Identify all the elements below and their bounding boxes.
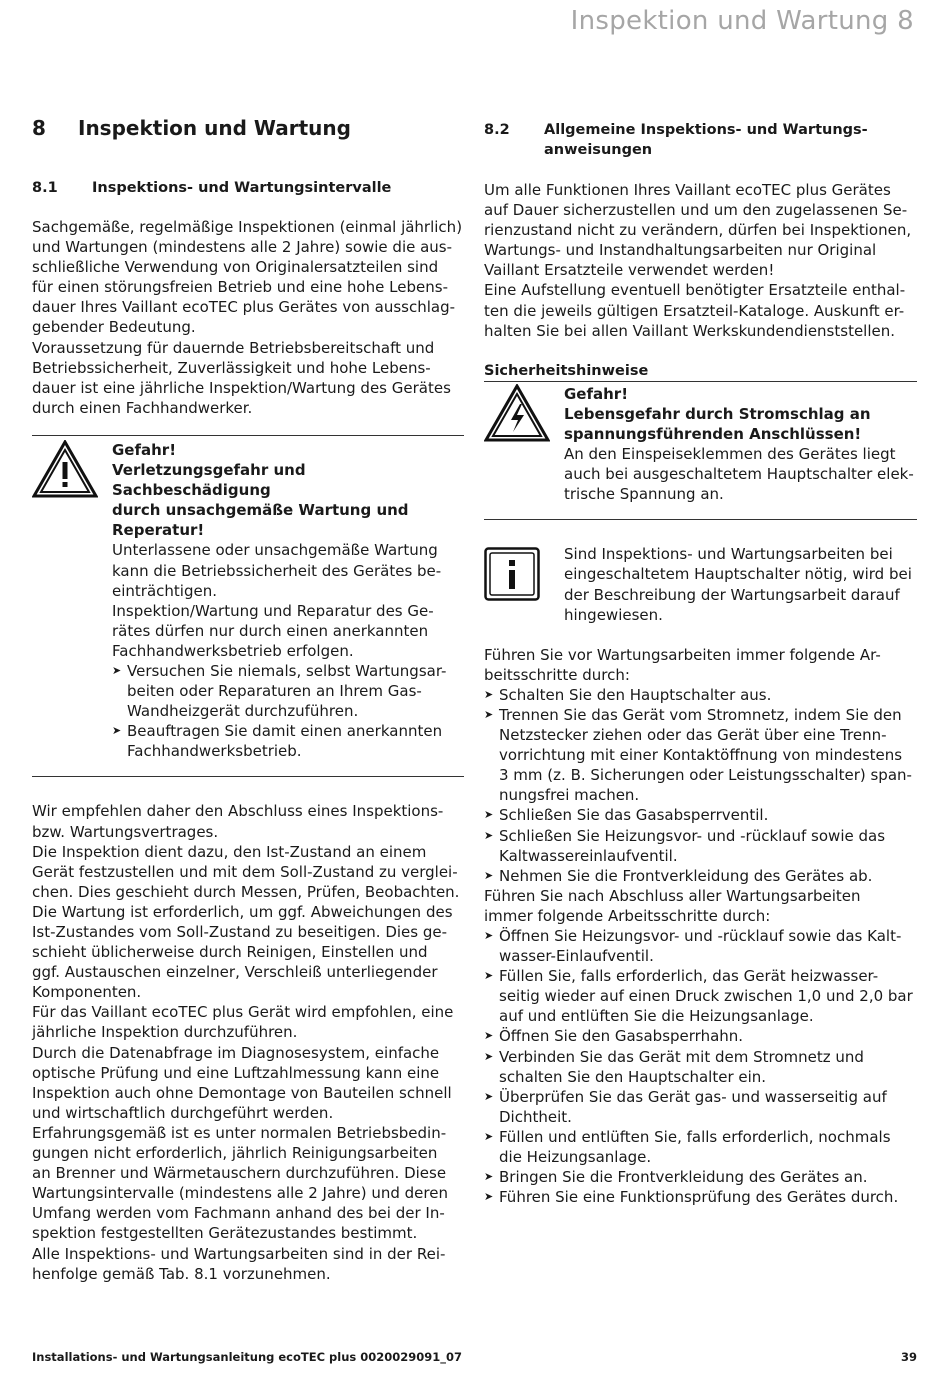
text-line: Versuchen Sie niemals, selbst Wartungsar-	[127, 661, 447, 680]
warning-heading-line: durch unsachgemäße Wartung und	[112, 501, 409, 520]
running-head: Inspektion und Wartung 8	[570, 6, 914, 36]
text-line: Alle Inspektions- und Wartungsarbeiten sind in der Rei-	[32, 1244, 446, 1263]
bullet-arrow-icon: ➤	[112, 663, 122, 677]
text-line: dauer ist eine jährliche Inspektion/Wartung des Gerätes	[32, 378, 451, 397]
text-line: Schalten Sie den Hauptschalter aus.	[499, 685, 772, 704]
text-line: gebender Bedeutung.	[32, 318, 196, 337]
text-line: Füllen und entlüften Sie, falls erforderlich, nochmals	[499, 1127, 891, 1146]
text-line: Inspektion auch ohne Demontage von Bauteilen schnell	[32, 1083, 452, 1102]
bullet-arrow-icon: ➤	[112, 724, 122, 738]
warning-heading-line: Reperatur!	[112, 521, 205, 540]
text-line: Fachhandwerksbetrieb erfolgen.	[112, 641, 354, 660]
text-line: und Wartungen (mindestens alle 2 Jahre) sowie die aus-	[32, 238, 453, 257]
section-title: Inspektions- und Wartungsintervalle	[92, 180, 392, 196]
text-line: auf Dauer sicherzustellen und um den zugelassenen Se-	[484, 201, 908, 220]
bullet-arrow-icon: ➤	[484, 687, 494, 701]
text-line: Für das Vaillant ecoTEC plus Gerät wird empfohlen, eine	[32, 1003, 454, 1022]
page-number: 39	[900, 1350, 917, 1364]
text-line: der Beschreibung der Wartungsarbeit darauf	[564, 585, 900, 604]
text-line: ggf. Austauschen einzelner, Verschleiß unterliegender	[32, 963, 438, 982]
text-line: Voraussetzung für dauernde Betriebsbereitschaft und	[32, 338, 435, 357]
footer-document-title: Installations- und Wartungsanleitung ecoTEC plus 0020029091_07	[32, 1350, 463, 1364]
text-line: Wartungsintervalle (mindestens alle 2 Jahre) und deren	[32, 1184, 448, 1203]
text-line: Dichtheit.	[499, 1107, 572, 1126]
text-line: Überprüfen Sie das Gerät gas- und wasserseitig auf	[499, 1087, 887, 1106]
list-item	[484, 805, 917, 825]
list-item	[484, 685, 917, 705]
danger-heading-line: Lebensgefahr durch Stromschlag an	[564, 404, 871, 423]
page-footer	[32, 1350, 917, 1364]
list-item	[484, 1167, 917, 1187]
text-line: durch einen Fachhandwerker.	[32, 398, 253, 417]
text-line: hingewiesen.	[564, 605, 663, 624]
text-line: seitig wieder auf einen Druck zwischen 1,0 und 2,0 bar	[499, 987, 913, 1006]
list-item	[484, 966, 917, 1026]
danger-heading-line: spannungsführenden Anschlüssen!	[564, 424, 862, 443]
warning-heading-line: Verletzungsgefahr und Sachbeschädigung	[112, 461, 306, 500]
left-column	[32, 116, 464, 1284]
right-column	[484, 120, 917, 1207]
info-icon	[484, 544, 564, 624]
bullet-arrow-icon: ➤	[484, 808, 494, 822]
bullet-arrow-icon: ➤	[484, 1129, 494, 1143]
chapter-heading	[32, 116, 464, 140]
text-line: wasser-Einlaufventil.	[499, 947, 654, 966]
text-line: Die Wartung ist erforderlich, um ggf. Abweichungen des	[32, 902, 453, 921]
list-item	[484, 866, 917, 886]
section-heading-8-1	[32, 178, 464, 198]
list-item	[484, 1187, 917, 1207]
text-line: An den Einspeiseklemmen des Gerätes liegt	[564, 445, 896, 464]
section-title-line: Allgemeine Inspektions- und Wartungs-	[544, 122, 868, 138]
text-line: Fachhandwerksbetrieb.	[127, 742, 302, 761]
text-line: Füllen Sie, falls erforderlich, das Gerät heizwasser-	[499, 967, 879, 986]
text-line: jährliche Inspektion durchzuführen.	[32, 1023, 298, 1042]
text-line: Durch die Datenabfrage im Diagnosesystem, einfache	[32, 1043, 440, 1062]
bullet-arrow-icon: ➤	[484, 1049, 494, 1063]
text-line: bzw. Wartungsvertrages.	[32, 822, 219, 841]
text-line: einträchtigen.	[112, 581, 217, 600]
text-line: für einen störungsfreien Betrieb und eine hohe Lebens-	[32, 278, 448, 297]
bullet-arrow-icon: ➤	[484, 707, 494, 721]
text-line: optische Prüfung und eine Luftzahlmessung kann eine	[32, 1063, 440, 1082]
list-item	[484, 1087, 917, 1127]
list-item	[484, 1026, 917, 1046]
text-line: Sind Inspektions- und Wartungsarbeiten bei	[564, 545, 893, 564]
list-item	[484, 705, 917, 805]
text-line: spektion festgestellten Gerätezustandes bestimmt.	[32, 1224, 418, 1243]
text-line: Führen Sie eine Funktionsprüfung des Gerätes durch.	[499, 1188, 899, 1207]
bullet-arrow-icon: ➤	[484, 929, 494, 942]
after-maintenance-section	[484, 886, 917, 1208]
text-line: beiten oder Reparaturen an Ihrem Gas-	[127, 682, 422, 701]
text-line: Verbinden Sie das Gerät mit dem Stromnetz und	[499, 1047, 864, 1066]
bullet-arrow-icon: ➤	[484, 1190, 494, 1204]
warning-title: Gefahr!	[112, 440, 177, 459]
list-item	[112, 661, 464, 721]
text-line: Sachgemäße, regelmäßige Inspektionen (einmal jährlich)	[32, 218, 463, 236]
text-line: rätes dürfen nur durch einen anerkannten	[112, 621, 429, 640]
list-item	[484, 826, 917, 866]
list-item	[112, 721, 464, 761]
text-line: auf und entlüften Sie die Heizungsanlage.	[499, 1007, 814, 1026]
text-line: Inspektion/Wartung und Reparatur des Ge-	[112, 601, 434, 620]
danger-box	[484, 381, 917, 521]
text-line: Wartungs- und Instandhaltungsarbeiten nur Original	[484, 241, 877, 260]
text-line: Beauftragen Sie damit einen anerkannten	[127, 722, 443, 741]
text-line: Umfang werden vom Fachmann anhand des bei der In-	[32, 1204, 445, 1223]
text-line: vorrichtung mit einer Kontaktöffnung von mindestens	[499, 746, 903, 765]
info-box	[484, 544, 917, 624]
text-line: die Heizungsanlage.	[499, 1148, 652, 1167]
bullet-arrow-icon: ➤	[484, 1089, 494, 1103]
text-line: schließliche Verwendung von Originalersatzteilen sind	[32, 258, 439, 277]
text-line: eingeschaltetem Hauptschalter nötig, wird bei	[564, 565, 912, 584]
text-line: trische Spannung an.	[564, 485, 724, 504]
text-line: Um alle Funktionen Ihres Vaillant ecoTEC plus Gerätes	[484, 181, 891, 199]
text-line: Führen Sie nach Abschluss aller Wartungsarbeiten	[484, 886, 861, 905]
text-line: Vaillant Ersatzteile verwendet werden!	[484, 261, 775, 280]
bullet-arrow-icon: ➤	[484, 1029, 494, 1043]
before-maintenance-section	[484, 645, 917, 886]
text-line: Wandheizgerät durchzuführen.	[127, 702, 359, 721]
text-line: kann die Betriebssicherheit des Gerätes be-	[112, 561, 442, 580]
text-line: immer folgende Arbeitsschritte durch:	[484, 906, 771, 925]
text-line: Führen Sie vor Wartungsarbeiten immer folgende Ar-	[484, 645, 881, 664]
text-line: Bringen Sie die Frontverkleidung des Gerätes an.	[499, 1168, 868, 1187]
body-paragraph	[32, 801, 464, 1283]
text-line: Gerät festzustellen und mit dem Soll-Zustand zu verglei-	[32, 862, 458, 881]
list-item	[484, 1127, 917, 1167]
text-line: 3 mm (z. B. Sicherungen oder Leistungsschalter) span-	[499, 766, 912, 785]
text-line: schieht üblicherweise durch Reinigen, Einstellen und	[32, 943, 428, 962]
text-line: Nehmen Sie die Frontverkleidung des Gerätes ab.	[499, 866, 873, 885]
text-line: an Brenner und Wärmetauschern durchzuführen. Diese	[32, 1164, 447, 1183]
section-number: 8.2	[484, 122, 510, 138]
text-line: beitsschritte durch:	[484, 665, 630, 684]
electric-shock-warning-icon	[484, 384, 564, 505]
bullet-arrow-icon: ➤	[484, 969, 494, 983]
text-line: Eine Aufstellung eventuell benötigter Ersatzteile enthal-	[484, 281, 906, 300]
text-line: Öffnen Sie den Gasabsperrhahn.	[499, 1027, 744, 1046]
text-line: schalten Sie den Hauptschalter ein.	[499, 1067, 767, 1086]
bullet-arrow-icon: ➤	[484, 828, 494, 842]
section-title	[544, 120, 868, 160]
text-line: Trennen Sie das Gerät vom Stromnetz, indem Sie den	[499, 705, 902, 724]
text-line: henfolge gemäß Tab. 8.1 vorzunehmen.	[32, 1264, 331, 1283]
chapter-title: Inspektion und Wartung	[78, 116, 351, 140]
chapter-number: 8	[32, 116, 46, 140]
text-line: auch bei ausgeschaltetem Hauptschalter elek-	[564, 465, 914, 484]
text-line: Schließen Sie Heizungsvor- und -rücklauf sowie das	[499, 826, 886, 845]
text-line: Kaltwassereinlaufventil.	[499, 846, 678, 865]
danger-title: Gefahr!	[564, 384, 629, 403]
list-item	[484, 926, 917, 966]
text-line: gungen nicht erforderlich, jährlich Reinigungsarbeiten	[32, 1144, 438, 1163]
intro-paragraph	[32, 217, 464, 418]
text-line: ten die jeweils gültigen Ersatzteil-Kataloge. Auskunft er-	[484, 301, 905, 320]
section-heading-8-2	[484, 120, 917, 160]
text-line: und wirtschaftlich durchgeführt werden.	[32, 1103, 334, 1122]
text-line: Ist-Zustandes vom Soll-Zustand zu beseitigen. Dies ge-	[32, 923, 448, 941]
text-line: rienzustand nicht zu verändern, dürfen bei Inspektionen,	[484, 221, 912, 240]
text-line: Schließen Sie das Gasabsperrventil.	[499, 806, 769, 825]
text-line: Öffnen Sie Heizungsvor- und -rücklauf sowie das Kalt-	[499, 927, 902, 945]
safety-heading: Sicherheitshinweise	[484, 362, 649, 379]
text-line: Erfahrungsgemäß ist es unter normalen Betriebsbedin-	[32, 1123, 447, 1142]
text-line: Komponenten.	[32, 983, 142, 1002]
text-line: chen. Dies geschieht durch Messen, Prüfen, Beobachten.	[32, 882, 460, 901]
text-line: Wir empfehlen daher den Abschluss eines Inspektions-	[32, 802, 444, 821]
section-title-line: anweisungen	[544, 142, 653, 158]
text-line: Betriebssicherheit, Zuverlässigkeit und hohe Lebens-	[32, 358, 431, 377]
intro-paragraph	[484, 180, 917, 341]
text-line: Unterlassene oder unsachgemäße Wartung	[112, 541, 438, 560]
bullet-arrow-icon: ➤	[484, 868, 494, 882]
text-line: nungsfrei machen.	[499, 786, 640, 805]
bullet-arrow-icon: ➤	[484, 1170, 494, 1184]
section-number: 8.1	[32, 180, 58, 196]
text-line: Netzstecker ziehen oder das Gerät über eine Trenn-	[499, 726, 887, 745]
warning-triangle-icon	[32, 440, 112, 762]
text-line: Die Inspektion dient dazu, den Ist-Zustand an einem	[32, 842, 427, 861]
list-item	[484, 1047, 917, 1087]
warning-box	[32, 435, 464, 778]
text-line: dauer Ihres Vaillant ecoTEC plus Gerätes von ausschlag-	[32, 298, 456, 317]
text-line: halten Sie bei allen Vaillant Werkskundendienststellen.	[484, 321, 896, 340]
